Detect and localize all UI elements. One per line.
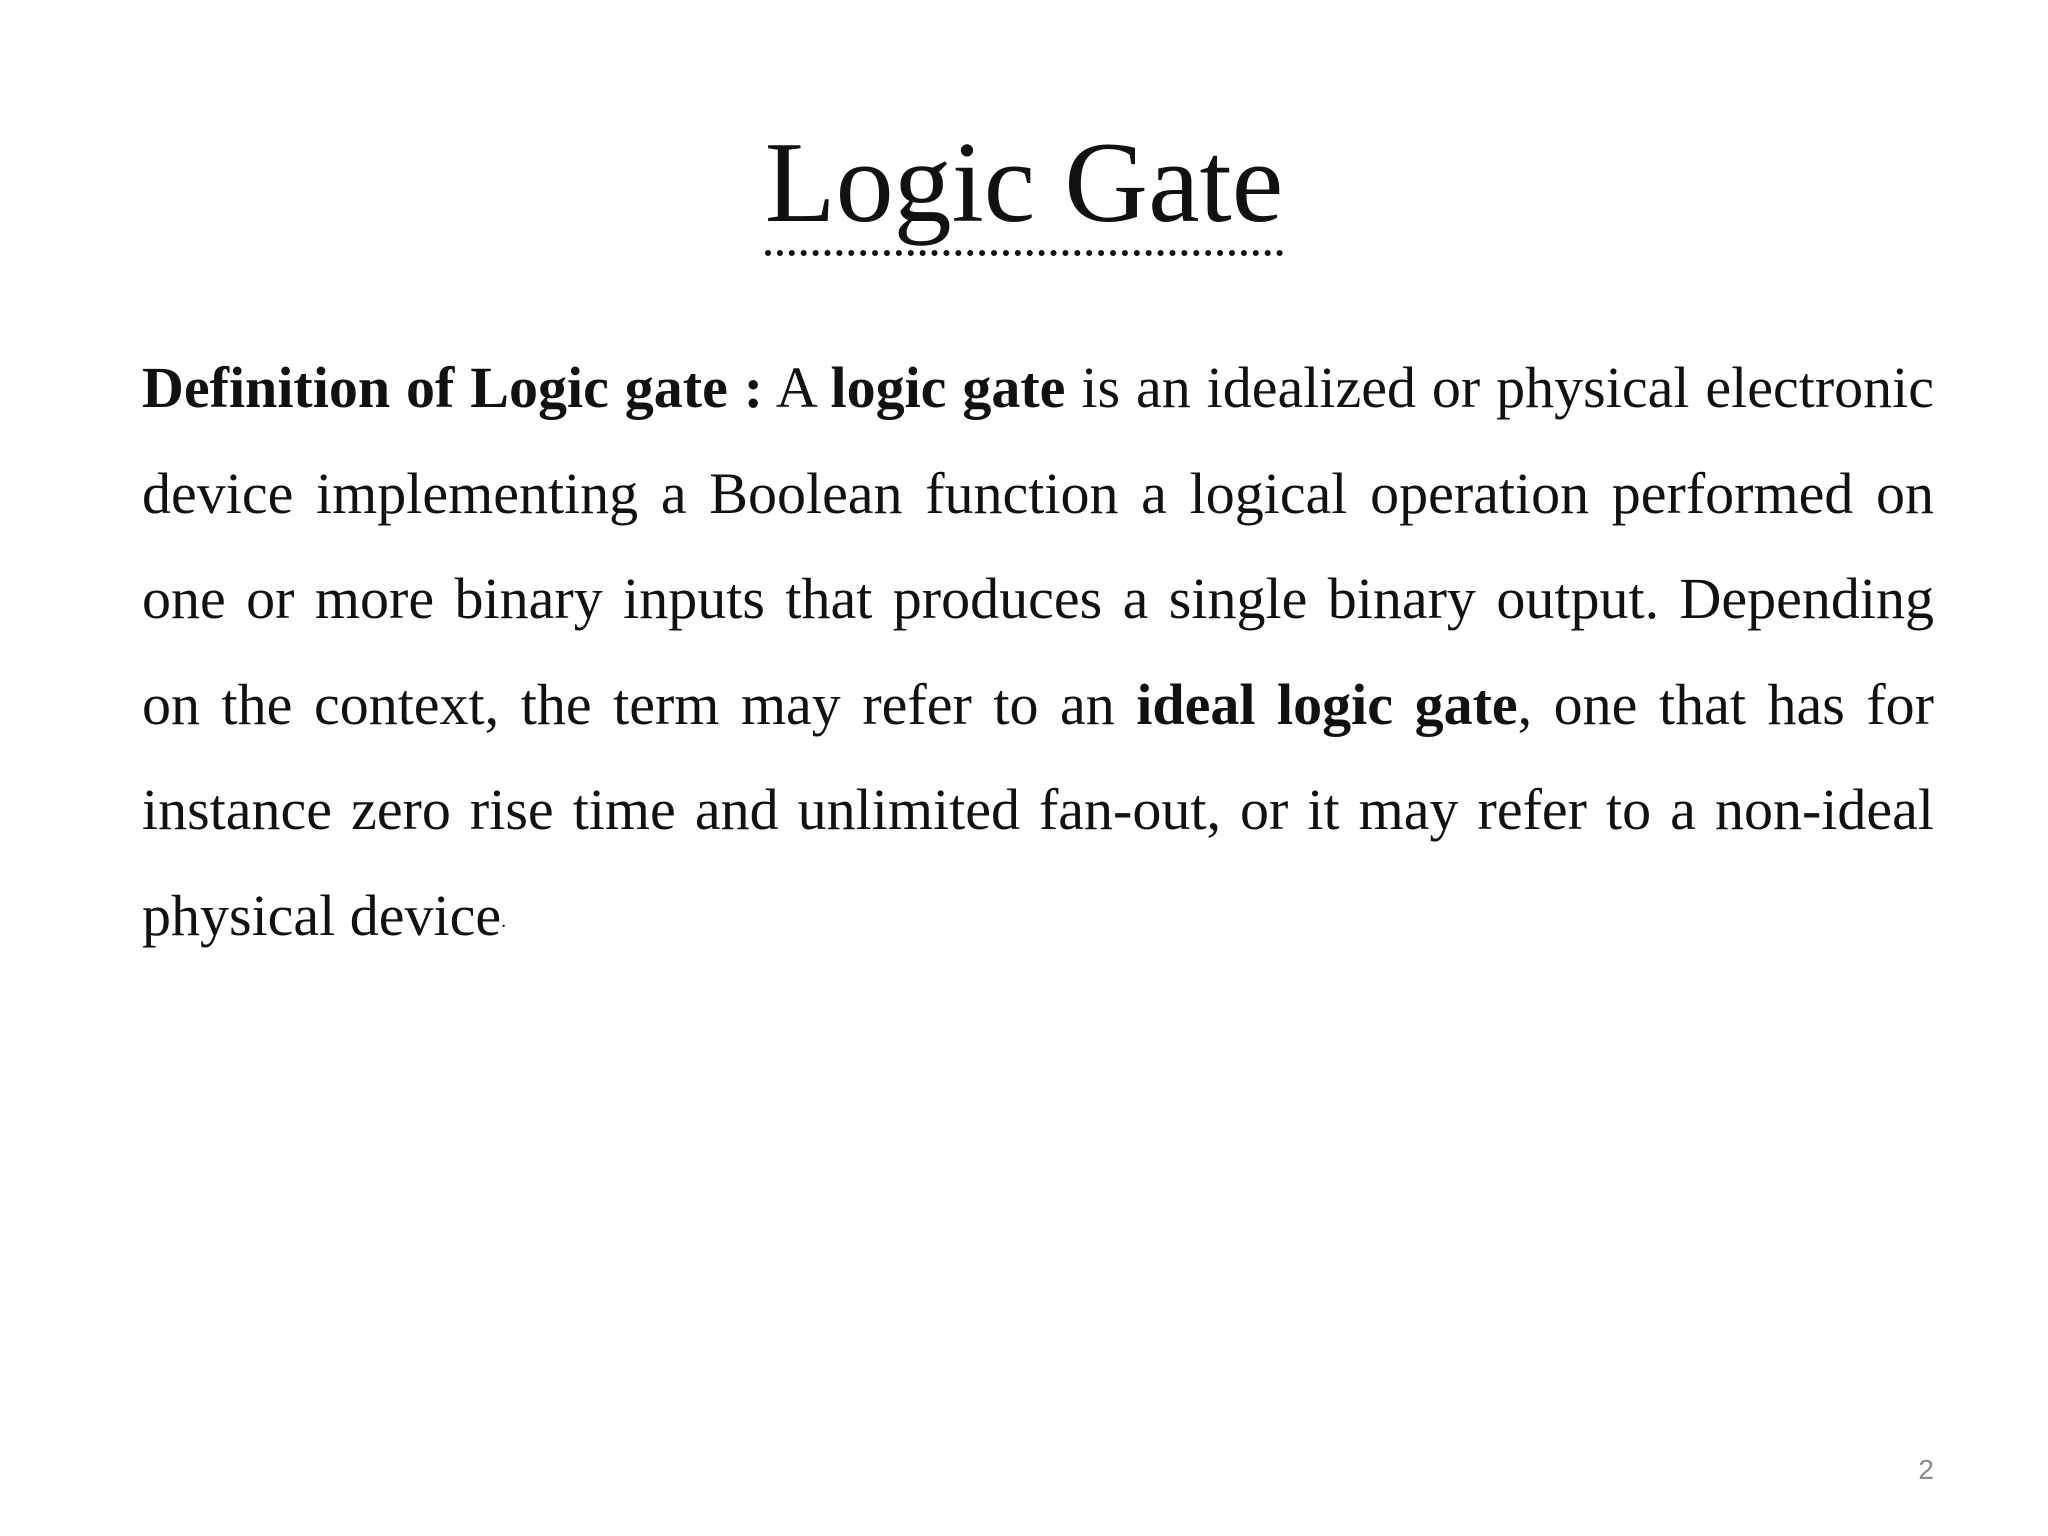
slide-title	[0, 118, 2048, 256]
definition-label: Definition of Logic gate :	[142, 355, 764, 420]
bold-term-ideal-logic-gate: ideal logic gate	[1136, 671, 1518, 737]
text-segment-2: is an idealized or physical electronic device implementing a Boolean function a logical operation performed on one or more binary inputs that produces a single binary output. Depending on the context, the term may refer to an	[142, 355, 1934, 737]
definition-paragraph	[142, 335, 1934, 974]
text-segment-1: A	[763, 355, 831, 420]
slide-title-text: Logic Gate	[765, 118, 1284, 256]
page-number: 2	[1918, 1454, 1934, 1485]
trailing-dot: .	[501, 909, 507, 932]
bold-term-logic-gate: logic gate	[830, 355, 1066, 420]
text-segment-3: , one that has for instance zero rise time and unlimited fan-out, or it may refer to a non-ideal physical device	[142, 671, 1934, 948]
